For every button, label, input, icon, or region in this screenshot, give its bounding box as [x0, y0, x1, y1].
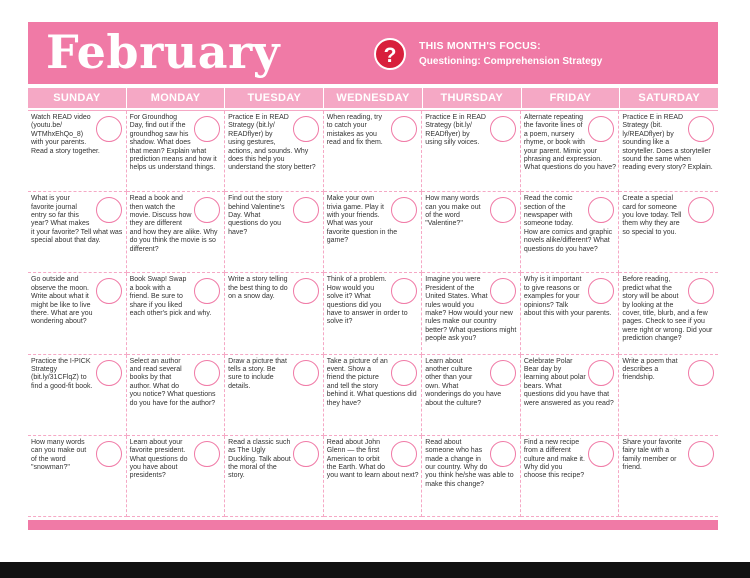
activity-text: Go outside and observe the moon. Write about what it might be like to live there. What are you wondering about? [31, 276, 93, 326]
date-circle[interactable] [96, 278, 122, 304]
calendar-cell [225, 192, 324, 273]
activity-text: Write a story telling the best thing to do on a snow day. [228, 276, 288, 301]
calendar-cell [324, 273, 423, 354]
focus-value: Questioning: Comprehension Strategy [419, 56, 603, 67]
activity-text: Learn about your favorite president. What questions do you have about presidents? [129, 438, 188, 480]
calendar-cell [324, 192, 423, 273]
question-mark-icon: ? [374, 38, 406, 70]
calendar-cell [422, 111, 521, 192]
activity-text: Find out the story behind Valentine's Day. What questions do you have? [228, 195, 285, 236]
activity-text: Read about John Glenn — the first American to orbit the Earth. What do you want to learn about next? [326, 438, 419, 480]
activity-text: Read a book and then watch the movie. Discuss how they are different and how they are alike. Why do you think the movie is so different? [129, 195, 218, 253]
weekday-tuesday: TUESDAY [225, 88, 324, 108]
date-circle[interactable] [490, 360, 516, 386]
calendar-cell [28, 355, 127, 436]
focus-label: THIS MONTH'S FOCUS: [419, 40, 541, 52]
activity-text: Imagine you were President of the United States. What rules would you make? How would your new rules make our country better? What questions might people ask you? [425, 276, 517, 343]
calendar-cell [127, 192, 226, 273]
calendar-cell [127, 273, 226, 354]
date-circle[interactable] [588, 360, 614, 386]
weekday-friday: FRIDAY [522, 88, 621, 108]
weekday-saturday: SATURDAY [638, 92, 701, 104]
calendar-cell [422, 355, 521, 436]
date-circle[interactable] [293, 360, 319, 386]
date-circle[interactable] [293, 441, 319, 467]
date-circle[interactable] [96, 360, 122, 386]
activity-text: How many words can you make out of the word "Valentine?" [425, 195, 481, 228]
date-circle[interactable] [391, 360, 417, 386]
calendar-cell [422, 436, 521, 517]
date-circle[interactable] [96, 197, 122, 223]
month-title: February [46, 25, 281, 79]
weekday-header-row [28, 88, 718, 108]
activity-text: Practice E in READ Strategy (bit.ly/ READflyer) by using silly voices. [425, 114, 486, 147]
date-circle[interactable] [490, 197, 516, 223]
activity-text: Find a new recipe from a different culture and make it. Why did you choose this recipe? [523, 438, 585, 480]
calendar-cell [324, 111, 423, 192]
activity-text: Create a special card for someone you love today. Tell them why they are so special to you. [622, 195, 682, 236]
activity-text: Take a picture of an event. Show a friend the picture and tell the story behind it. What questions did they have? [326, 357, 417, 407]
calendar-cell [225, 273, 324, 354]
date-circle[interactable] [688, 360, 714, 386]
activity-text: Celebrate Polar Bear day by learning about polar bears. What questions did you have that were answered as you read? [523, 357, 614, 407]
activity-text: Share your favorite fairy tale with a family member or friend. [622, 438, 682, 472]
activity-text: For Groundhog Day, find out if the groundhog saw his shadow. What does that mean? Explain what prediction means and how it helps us understand things. [129, 114, 217, 172]
weekday-wednesday: WEDNESDAY [324, 88, 423, 108]
calendar-cell [225, 436, 324, 517]
calendar-cell [521, 273, 620, 354]
date-circle[interactable] [688, 116, 714, 142]
calendar-cell [127, 436, 226, 517]
date-circle[interactable] [391, 441, 417, 467]
calendar-cell [619, 436, 718, 517]
calendar-cell [521, 355, 620, 436]
activity-text: Write a poem that describes a friendship. [622, 357, 678, 382]
date-circle[interactable] [194, 360, 220, 386]
calendar-cell [324, 436, 423, 517]
calendar-cell [422, 273, 521, 354]
activity-text: Select an author and read several books by that author. What do you notice? What questions do you have for the author? [129, 357, 216, 407]
date-circle[interactable] [688, 441, 714, 467]
weekday-thursday: THURSDAY [423, 88, 522, 108]
weekday-sunday: SUNDAY [28, 88, 127, 108]
calendar-cell [127, 355, 226, 436]
activity-text: Before reading, predict what the story will be about by looking at the cover, title, blurb, and a few pages. Check to see if you were right or wrong. Did your prediction change? [622, 276, 713, 343]
activity-text: Read about someone who has made a change in our country. Why do you think he/she was able to make this change? [425, 438, 514, 488]
activity-text: Read a classic such as The Ugly Duckling. Talk about the moral of the story. [228, 438, 291, 480]
date-circle[interactable] [490, 116, 516, 142]
calendar-cell [619, 355, 718, 436]
activity-text: How many words can you make out of the word "snowman?" [31, 438, 87, 472]
calendar-cell [28, 192, 127, 273]
date-circle[interactable] [96, 116, 122, 142]
calendar-cell [28, 436, 127, 517]
calendar-grid [28, 110, 718, 517]
activity-text: Why is it important to give reasons or examples for your opinions? Talk about this with your parents. [523, 276, 612, 318]
calendar-header [28, 22, 718, 84]
calendar-cell [28, 111, 127, 192]
calendar-sheet [28, 22, 718, 532]
calendar-cell [225, 111, 324, 192]
weekday-monday: MONDAY [127, 88, 226, 108]
date-circle[interactable] [688, 197, 714, 223]
activity-text: Practice E in READ Strategy (bit. ly/READflyer) by sounding like a storyteller. Does a storyteller sound the same when reading every story? Explain. [622, 114, 713, 172]
bottom-bar [0, 562, 750, 578]
calendar-cell [422, 192, 521, 273]
calendar-cell [521, 436, 620, 517]
activity-text: Watch READ video (youtu.be/ WTMhxEhQo_8) with your parents. Read a story together. [31, 114, 100, 155]
calendar-cell [619, 192, 718, 273]
date-circle[interactable] [293, 197, 319, 223]
activity-text: Book Swap! Swap a book with a friend. Be sure to share if you liked each other's pick and why. [129, 276, 212, 318]
calendar-cell [521, 192, 620, 273]
date-circle[interactable] [194, 441, 220, 467]
date-circle[interactable] [490, 441, 516, 467]
calendar-cell [521, 111, 620, 192]
activity-text: Think of a problem. How would you solve it? What questions did you have to answer in order to solve it? [326, 276, 408, 326]
activity-text: Practice the I-PICK Strategy (bit.ly/31CFlqZ) to find a good-fit book. [31, 357, 93, 390]
activity-text: Read the comic section of the newspaper with someone today. How are comics and graphic novels alike/different? What questions do you have? [523, 195, 613, 253]
calendar-cell [127, 111, 226, 192]
calendar-cell [225, 355, 324, 436]
activity-text: Learn about another culture other than your own. What wonderings do you have about the culture? [425, 357, 502, 407]
date-circle[interactable] [293, 116, 319, 142]
footer-bar [28, 520, 718, 530]
calendar-cell [324, 355, 423, 436]
activity-text: What is your favorite journal entry so far this year? What makes it your favorite? Tell what was special about that day. [31, 195, 123, 245]
date-circle[interactable] [194, 116, 220, 142]
activity-text: Alternate repeating the favorite lines of a poem, nursery rhyme, or book with your parent. Mimic your phrasing and expression. What questions do you have? [523, 114, 617, 172]
calendar-cell [28, 273, 127, 354]
calendar-cell [619, 111, 718, 192]
calendar-cell [619, 273, 718, 354]
date-circle[interactable] [96, 441, 122, 467]
date-circle[interactable] [293, 278, 319, 304]
activity-text: Make your own trivia game. Play it with your friends. What was your favorite question in the game? [326, 195, 398, 245]
activity-text: When reading, try to catch your mistakes as you read and fix them. [326, 114, 383, 147]
activity-text: Draw a picture that tells a story. Be sure to include details. [228, 357, 287, 390]
activity-text: Practice E in READ Strategy (bit.ly/ READflyer) by using gestures, actions, and sounds. Why does this help you understand the story better? [228, 114, 316, 172]
